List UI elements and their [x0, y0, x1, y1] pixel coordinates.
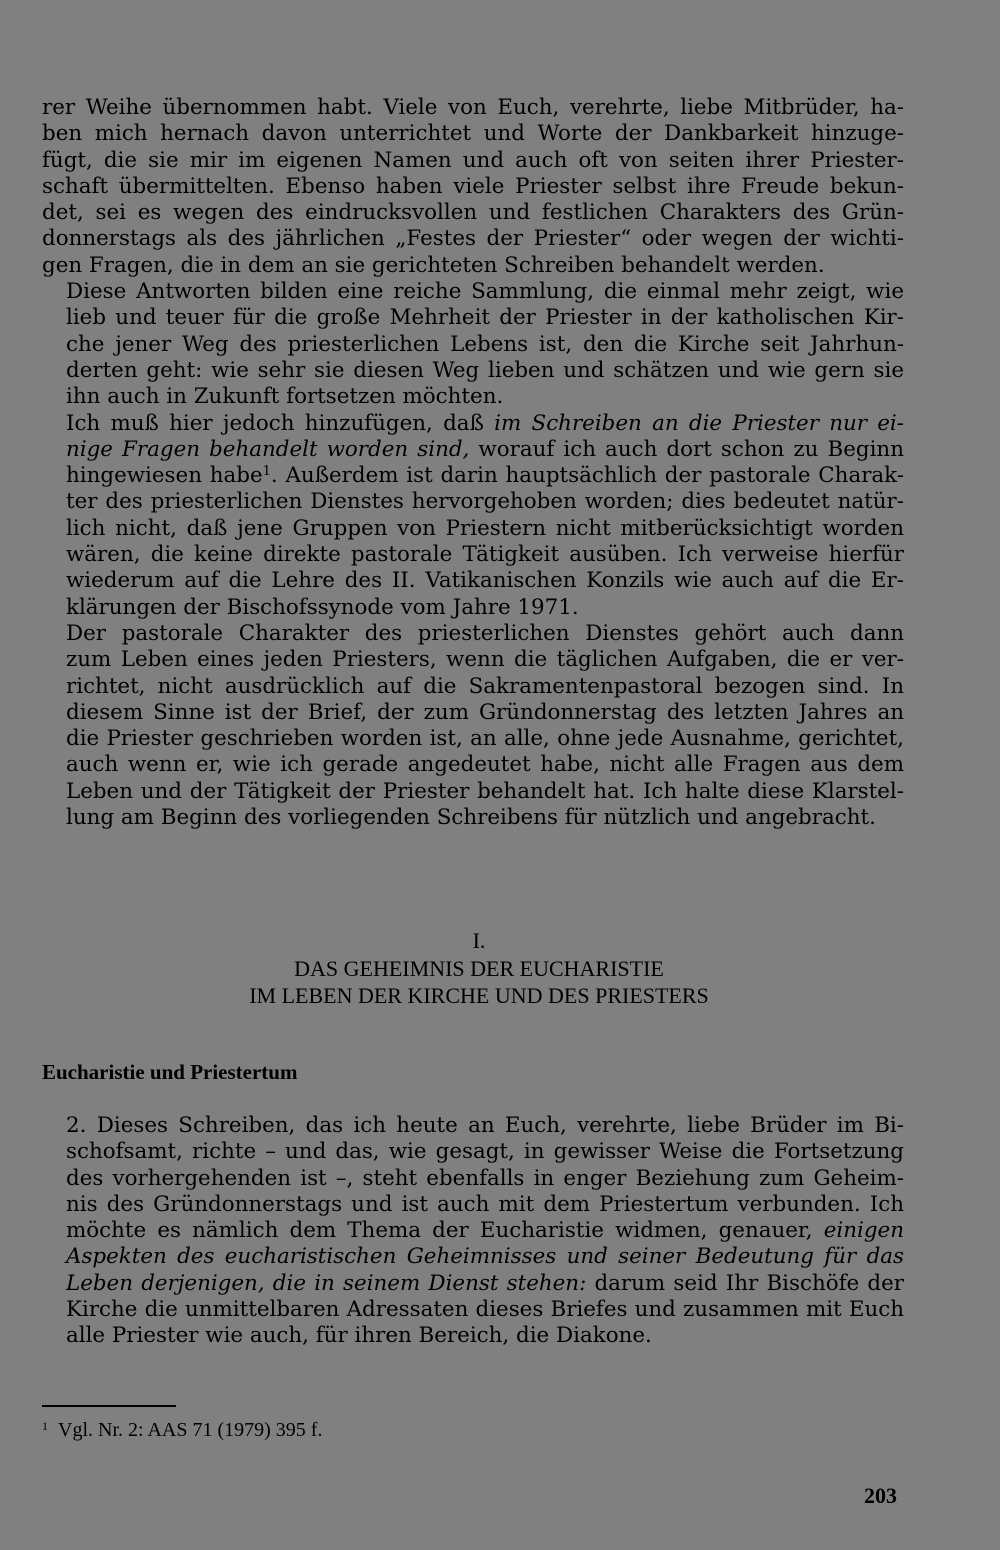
footnote [42, 1419, 322, 1442]
section-title-line-1: DAS GEHEIMNIS DER EUCHARISTIE [294, 956, 664, 981]
text-line [42, 332, 904, 358]
page-number: 203 [864, 1483, 897, 1508]
text-line [42, 805, 904, 831]
text-line [42, 752, 904, 778]
text-run: rer Weihe übernommen habt. Viele von Euch, verehrte, liebe Mitbrüder, ha- [42, 95, 904, 120]
text-line [42, 148, 904, 174]
text-line [42, 384, 904, 410]
text-run: auch wenn er, wie ich gerade angedeutet habe, nicht alle Fragen aus dem [66, 752, 904, 778]
footnote-text: Vgl. Nr. 2: AAS 71 (1979) 395 f. [58, 1419, 323, 1441]
footnote-divider [42, 1405, 176, 1407]
text-run: gen Fragen, die in dem an sie gerichteten Schreiben behandelt werden. [42, 252, 825, 278]
text-line [42, 253, 904, 279]
section-number: I. [472, 928, 486, 953]
text-line [42, 700, 904, 726]
text-run: die Priester geschrieben worden ist, an alle, ohne jede Ausnahme, gerichtet, [66, 726, 904, 752]
subheading: Eucharistie und Priestertum [42, 1060, 298, 1084]
text-run: nis des Gründonnerstags und ist auch mit dem Priestertum verbunden. Ich [66, 1191, 904, 1217]
text-line [42, 1139, 904, 1165]
text-line [42, 489, 904, 515]
text-run: zum Leben eines jeden Priesters, wenn die täglichen Aufgaben, die er ver- [66, 647, 904, 673]
text-run: Der pastorale Charakter des priesterlichen Dienstes gehört auch dann [66, 620, 904, 646]
text-line [42, 674, 904, 700]
italic-text: im Schreiben an die Priester nur ei- [494, 410, 904, 436]
paragraph [42, 621, 904, 831]
text-line [42, 1192, 904, 1218]
text-run: richtet, nicht ausdrücklich auf die Sakramentenpastoral bezogen sind. In [66, 673, 904, 699]
text-run: ter des priesterlichen Dienstes hervorgehoben worden; dies bedeutet natür- [66, 489, 904, 515]
text-run: diesem Sinne ist der Brief, der zum Gründonnerstag des letzten Jahres an [66, 699, 904, 725]
text-line [42, 779, 904, 805]
text-line [42, 358, 904, 384]
text-block-bottom [42, 1113, 904, 1350]
text-run: des vorhergehenden ist –, steht ebenfalls in enger Beziehung zum Geheim- [66, 1165, 904, 1191]
text-line [42, 1297, 904, 1323]
text-line [42, 516, 904, 542]
text-run: derten geht: wie sehr sie diesen Weg lieben und schätzen und wie gern sie [66, 357, 904, 383]
text-line [42, 726, 904, 752]
footnote-marker: 1 [42, 1419, 48, 1433]
text-line [42, 647, 904, 673]
text-line [42, 411, 904, 437]
text-run: lich nicht, daß jene Gruppen von Priestern nicht mitberücksichtigt worden [66, 515, 904, 541]
text-line [42, 95, 904, 121]
text-block-top [42, 95, 904, 831]
text-run: lung am Beginn des vorliegenden Schreibens für nützlich und angebracht. [66, 805, 876, 831]
text-run: wiederum auf die Lehre des II. Vatikanischen Konzils wie auch auf die Er- [66, 568, 904, 594]
text-line [42, 463, 904, 489]
text-run: schofsamt, richte – und das, wie gesagt, in gewisser Weise die Fortsetzung [66, 1139, 904, 1165]
text-run: Diese Antworten bilden eine reiche Sammlung, die einmal mehr zeigt, wie [66, 279, 904, 305]
paragraph [42, 411, 904, 621]
text-run: det, sei es wegen des eindrucksvollen und festlichen Charakters des Grün- [42, 200, 904, 226]
text-run: 2. Dieses Schreiben, das ich heute an Euch, verehrte, liebe Brüder im Bi- [66, 1113, 904, 1138]
text-run: lieb und teuer für die große Mehrheit der Priester in der katholischen Kir- [66, 305, 904, 331]
text-line [42, 1166, 904, 1192]
text-run: Ich muß hier jedoch hinzufügen, daß [66, 410, 495, 436]
text-line [42, 437, 904, 463]
text-run: schaft übermittelten. Ebenso haben viele Priester selbst ihre Freude bekun- [42, 173, 904, 199]
text-line [42, 542, 904, 568]
text-line [42, 621, 904, 647]
text-line [42, 174, 904, 200]
paragraph [42, 279, 904, 410]
text-line [42, 1271, 904, 1297]
italic-text: Leben derjenigen, die in seinem Dienst stehen: [66, 1270, 587, 1296]
text-line [42, 226, 904, 252]
text-line [42, 1113, 904, 1139]
text-line [42, 1244, 904, 1270]
text-run: fügt, die sie mir im eigenen Namen und auch oft von seiten ihrer Priester- [42, 147, 904, 173]
text-line [42, 279, 904, 305]
text-run: Kirche die unmittelbaren Adressaten dieses Briefes und zusammen mit Euch [66, 1297, 904, 1323]
text-line [42, 121, 904, 147]
text-run: hingewiesen habe [66, 463, 263, 489]
paragraph [42, 95, 904, 279]
text-line [42, 1218, 904, 1244]
italic-text: Aspekten des eucharistischen Geheimnisses und seiner Bedeutung für das [66, 1244, 904, 1270]
paragraph [42, 1113, 904, 1350]
italic-text: einigen [823, 1218, 904, 1244]
text-run: Leben und der Tätigkeit der Priester behandelt hat. Ich halte diese Klarstel- [66, 778, 904, 804]
text-run: donnerstags als des jährlichen „Festes der Priester“ oder wegen der wichti- [42, 226, 904, 252]
text-line [42, 305, 904, 331]
text-run: che jener Weg des priesterlichen Lebens ist, den die Kirche seit Jahrhun- [66, 331, 904, 357]
text-run: . Außerdem ist darin hauptsächlich der pastorale Charak- [270, 463, 904, 489]
text-line [42, 595, 904, 621]
text-line [42, 568, 904, 594]
text-run: ihn auch in Zukunft fortsetzen möchten. [66, 384, 504, 410]
section-title-line-2: IM LEBEN DER KIRCHE UND DES PRIESTERS [249, 983, 709, 1008]
text-run: wären, die keine direkte pastorale Tätigkeit ausüben. Ich verweise hierfür [66, 542, 904, 568]
text-run: klärungen der Bischofssynode vom Jahre 1971. [66, 594, 579, 620]
footnote-ref: 1 [262, 464, 271, 480]
text-run: ben mich hernach davon unterrichtet und Worte der Dankbarkeit hinzuge- [42, 121, 904, 147]
italic-text: nige Fragen behandelt worden sind, [66, 436, 470, 462]
text-run: darum seid Ihr Bischöfe der [586, 1270, 904, 1296]
text-run: worauf ich auch dort schon zu Beginn [469, 436, 904, 462]
text-run: alle Priester wie auch, für ihren Bereich, die Diakone. [66, 1323, 652, 1349]
text-line [42, 1323, 904, 1349]
text-run: möchte es nämlich dem Thema der Eucharistie widmen, genauer, [66, 1218, 824, 1244]
text-line [42, 200, 904, 226]
